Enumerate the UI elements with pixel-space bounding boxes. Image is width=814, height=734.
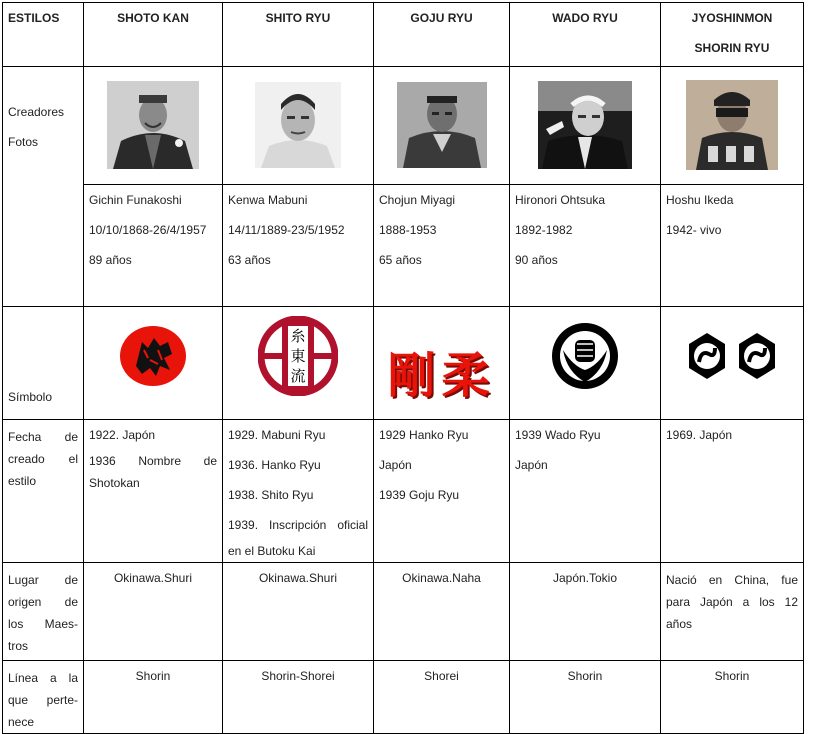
fecha-shotokan	[84, 420, 223, 563]
goju-kanji-logo: 剛柔	[387, 348, 496, 404]
portrait-miyagi-image	[397, 82, 487, 168]
info-ikeda	[661, 185, 804, 307]
label-lugar-line1: Lugar de	[8, 573, 78, 587]
portrait-funakoshi-image	[107, 81, 199, 169]
name-mabuni: Kenwa Mabuni	[228, 193, 308, 207]
header-shito-ryu: SHITO RYU	[223, 3, 374, 67]
fecha-jyoshinmon-1: 1969. Japón	[666, 428, 733, 442]
lugar-shito: Okinawa.Shuri	[223, 563, 374, 661]
fecha-goju-2: Japón	[379, 458, 412, 472]
fecha-goju	[374, 420, 510, 563]
jyoshinmon-emblem-right	[737, 332, 777, 380]
age-funakoshi: 89 años	[89, 253, 132, 267]
label-lugar-line3: los Maes-	[8, 617, 78, 631]
info-miyagi	[374, 185, 510, 307]
label-creadores: Creadores	[8, 105, 65, 119]
label-fecha-line2: creado el	[8, 452, 78, 466]
fecha-wado-1: 1939 Wado Ryu	[515, 428, 601, 442]
label-creadores-fotos	[3, 67, 84, 307]
fecha-jyoshinmon	[661, 420, 804, 563]
photos-row	[3, 67, 804, 185]
fecha-shito	[223, 420, 374, 563]
portrait-ikeda-image	[686, 80, 778, 170]
dates-ohtsuka: 1892-1982	[515, 223, 573, 237]
label-fecha-line3: estilo	[8, 474, 37, 488]
lugar-jyoshinmon-line3: años	[666, 617, 693, 631]
label-fecha-line1: Fecha de	[8, 430, 78, 444]
header-estilos: ESTILOS	[3, 3, 84, 67]
label-fotos: Fotos	[8, 135, 39, 149]
lugar-jyoshinmon-line2: para Japón a los 12	[666, 595, 798, 609]
fecha-row	[3, 420, 804, 563]
linea-row	[3, 661, 804, 734]
symbol-cell-wado	[510, 307, 661, 420]
label-lugar-line2: origen de	[8, 595, 78, 609]
info-funakoshi	[84, 185, 223, 307]
label-linea	[3, 661, 84, 734]
shito-ryu-emblem	[258, 316, 338, 396]
fecha-goju-1: 1929 Hanko Ryu	[379, 428, 469, 442]
header-shotokan: SHOTO KAN	[84, 3, 223, 67]
lugar-goju: Okinawa.Naha	[374, 563, 510, 661]
fecha-goju-3: 1939 Goju Ryu	[379, 488, 460, 502]
label-linea-line1: Línea a la	[8, 671, 78, 685]
fecha-wado-2: Japón	[515, 458, 548, 472]
dates-ikeda: 1942- vivo	[666, 223, 722, 237]
header-wado-ryu: WADO RYU	[510, 3, 661, 67]
name-miyagi: Chojun Miyagi	[379, 193, 456, 207]
lugar-jyoshinmon	[661, 563, 804, 661]
photo-cell-funakoshi	[84, 67, 223, 185]
portrait-ohtsuka-image	[538, 81, 632, 169]
symbol-cell-jyoshinmon	[661, 307, 804, 420]
name-ohtsuka: Hironori Ohtsuka	[515, 193, 606, 207]
shito-kanji-3: 流	[290, 367, 306, 385]
symbol-cell-shito	[223, 307, 374, 420]
karate-styles-table	[2, 2, 804, 734]
age-mabuni: 63 años	[228, 253, 271, 267]
fecha-shito-5: en el Butoku Kai	[228, 544, 316, 558]
label-linea-line3: nece	[8, 715, 35, 729]
fecha-shotokan-2: 1936 Nombre de	[89, 454, 217, 468]
fecha-shito-2: 1936. Hanko Ryu	[228, 458, 321, 472]
jyoshinmon-emblem-left	[687, 332, 727, 380]
header-jyoshinmon-line1: JYOSHINMON	[691, 11, 773, 25]
info-row	[3, 185, 804, 307]
label-fecha	[3, 420, 84, 563]
header-jyoshinmon-line2: SHORIN RYU	[694, 41, 770, 55]
lugar-shotokan: Okinawa.Shuri	[84, 563, 223, 661]
linea-goju: Shorei	[374, 661, 510, 734]
symbol-row	[3, 307, 804, 420]
lugar-wado: Japón.Tokio	[510, 563, 661, 661]
linea-wado: Shorin	[510, 661, 661, 734]
label-lugar-line4: tros	[8, 639, 29, 653]
wado-ryu-dove-fist-icon	[549, 320, 621, 392]
shito-kanji-1: 糸	[290, 327, 306, 345]
shotokan-tiger-icon	[118, 324, 188, 388]
shito-kanji-2: 東	[290, 347, 306, 365]
photo-cell-ikeda	[661, 67, 804, 185]
symbol-cell-shotokan	[84, 307, 223, 420]
header-row	[3, 3, 804, 67]
label-simbolo: Símbolo	[3, 307, 84, 420]
info-ohtsuka	[510, 185, 661, 307]
photo-cell-miyagi	[374, 67, 510, 185]
linea-shotokan: Shorin	[84, 661, 223, 734]
photo-cell-mabuni	[223, 67, 374, 185]
fecha-shito-4: 1939. Inscripción oficial	[228, 518, 368, 532]
dates-funakoshi: 10/10/1868-26/4/1957	[89, 223, 207, 237]
fecha-shotokan-1: 1922. Japón	[89, 428, 156, 442]
portrait-mabuni-image	[255, 82, 341, 168]
linea-shito: Shorin-Shorei	[223, 661, 374, 734]
label-linea-line2: que perte-	[8, 693, 78, 707]
age-miyagi: 65 años	[379, 253, 422, 267]
fecha-wado	[510, 420, 661, 563]
info-mabuni	[223, 185, 374, 307]
age-ohtsuka: 90 años	[515, 253, 558, 267]
header-jyoshinmon	[661, 3, 804, 67]
fecha-shito-3: 1938. Shito Ryu	[228, 488, 314, 502]
name-ikeda: Hoshu Ikeda	[666, 193, 734, 207]
photo-cell-ohtsuka	[510, 67, 661, 185]
name-funakoshi: Gichin Funakoshi	[89, 193, 182, 207]
dates-mabuni: 14/11/1889-23/5/1952	[228, 223, 345, 237]
dates-miyagi: 1888-1953	[379, 223, 437, 237]
lugar-row	[3, 563, 804, 661]
label-lugar	[3, 563, 84, 661]
symbol-cell-goju	[374, 307, 510, 420]
header-goju-ryu: GOJU RYU	[374, 3, 510, 67]
linea-jyoshinmon: Shorin	[661, 661, 804, 734]
fecha-shito-1: 1929. Mabuni Ryu	[228, 428, 326, 442]
fecha-shotokan-3: Shotokan	[89, 476, 140, 490]
lugar-jyoshinmon-line1: Nació en China, fue	[666, 573, 798, 587]
